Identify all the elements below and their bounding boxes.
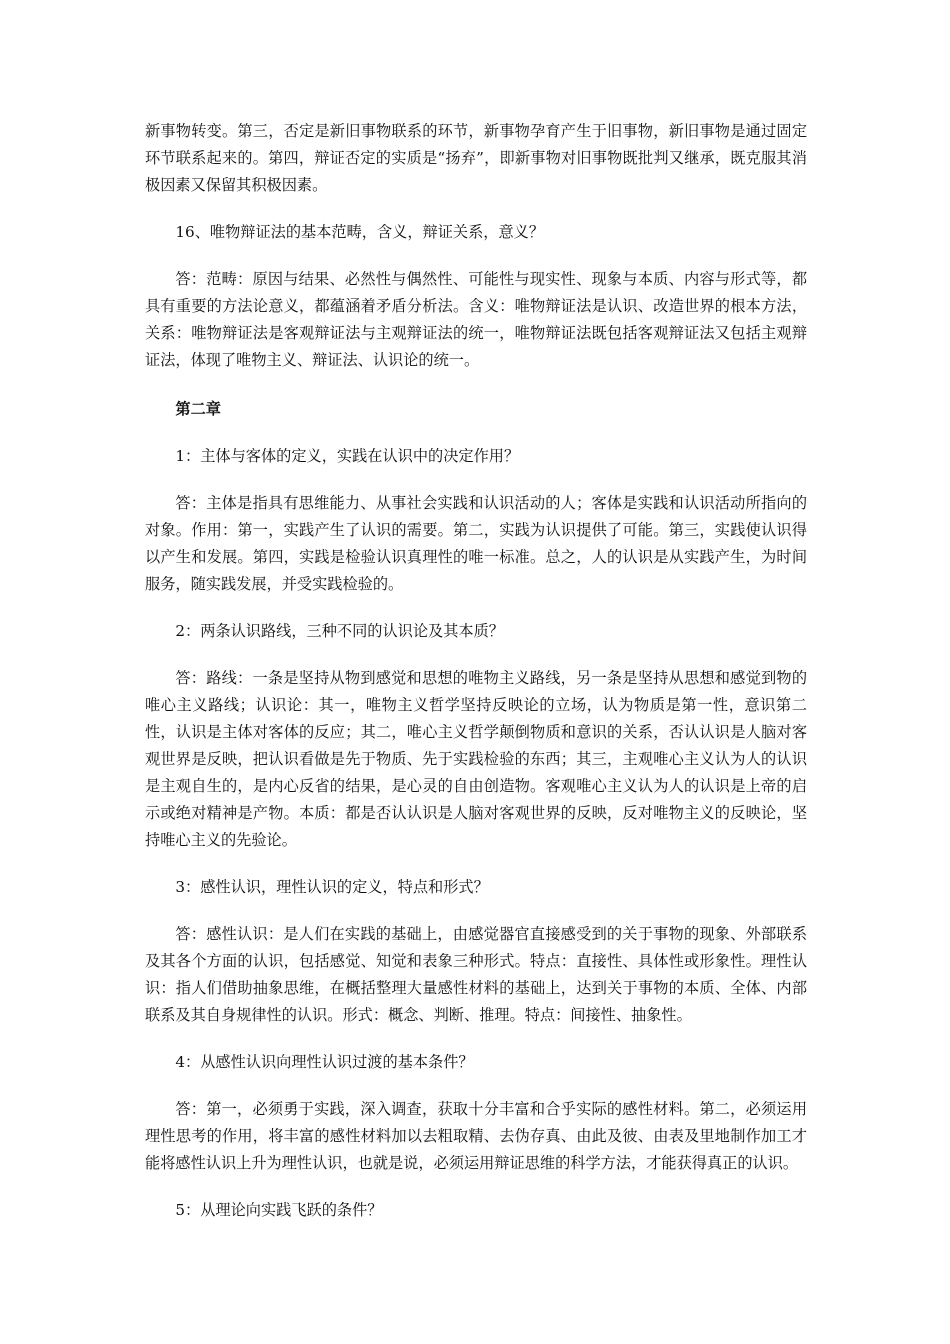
answer-2: 答：路线：一条是坚持从物到感觉和思想的唯物主义路线，另一条是坚持从思想和感觉到物的唯心主义路线；认识论：其一，唯物主义哲学坚持反映论的立场，认为物质是第一性，意识第二性，认识是主体对客体的反应；其二，唯心主义哲学颠倒物质和意识的关系，否认认识是人脑对客观世界是反映，把认识看做是先于物质、先于实践检验的东西；其三，主观唯心主义认为人的认识是主观自生的，是内心反省的结果，是心灵的自由创造物。客观唯心主义认为人的认识是上帝的启示或绝对精神是产物。本质：都是否认认识是人脑对客观世界的反映，反对唯物主义的反映论，坚持唯心主义的先验论。 bbox=[145, 669, 807, 849]
question-16: 16、唯物辩证法的基本范畴，含义，辩证关系，意义？ bbox=[175, 223, 545, 241]
answer-4: 答：第一，必须勇于实践，深入调查，获取十分丰富和合乎实际的感性材料。第二，必须运用理性思考的作用，将丰富的感性材料加以去粗取精、去伪存真、由此及彼、由表及里地制作加工才能将感性认识上升为理性认识，也就是说，必须运用辩证思维的科学方法，才能获得真正的认识。 bbox=[145, 1100, 807, 1172]
question-3: 3：感性认识，理性认识的定义，特点和形式？ bbox=[175, 878, 489, 896]
answer-16: 答：范畴：原因与结果、必然性与偶然性、可能性与现实性、现象与本质、内容与形式等，都具有重要的方法论意义，都蕴涵着矛盾分析法。含义：唯物辩证法是认识、改造世界的根本方法，关系：唯物辩证法是客观辩证法与主观辩证法的统一，唯物辩证法既包括客观辩证法又包括主观辩证法，体现了唯物主义、辩证法、认识论的统一。 bbox=[145, 270, 807, 369]
question-2: 2：两条认识路线，三种不同的认识论及其本质？ bbox=[175, 622, 504, 640]
continuation-paragraph: 新事物转变。第三，否定是新旧事物联系的环节，新事物孕育产生于旧事物，新旧事物是通过固定环节联系起来的。第四，辩证否定的实质是“扬弃”，即新事物对旧事物既批判又继承，既克服其消极因素又保留其积极因素。 bbox=[145, 122, 807, 194]
answer-1: 答：主体是指具有思维能力、从事社会实践和认识活动的人；客体是实践和认识活动所指向的对象。作用：第一，实践产生了认识的需要。第二，实践为认识提供了可能。第三，实践使认识得以产生和发展。第四，实践是检验认识真理性的唯一标准。总之，人的认识是从实践产生，为时间服务，随实践发展，并受实践检验的。 bbox=[145, 494, 807, 593]
question-4: 4：从感性认识向理性认识过渡的基本条件？ bbox=[175, 1053, 474, 1071]
question-5: 5：从理论向实践飞跃的条件？ bbox=[175, 1201, 383, 1219]
answer-3: 答：感性认识：是人们在实践的基础上，由感觉器官直接感受到的关于事物的现象、外部联系及其各个方面的认识，包括感觉、知觉和表象三种形式。特点：直接性、具体性或形象性。理性认识：指人们借助抽象思维，在概括整理大量感性材料的基础上，达到关于事物的本质、全体、内部联系及其自身规律性的认识。形式：概念、判断、推理。特点：间接性、抽象性。 bbox=[145, 925, 807, 1024]
document-page bbox=[145, 118, 807, 1224]
chapter-title: 第二章 bbox=[175, 400, 221, 418]
question-1: 1：主体与客体的定义，实践在认识中的决定作用？ bbox=[175, 447, 520, 465]
